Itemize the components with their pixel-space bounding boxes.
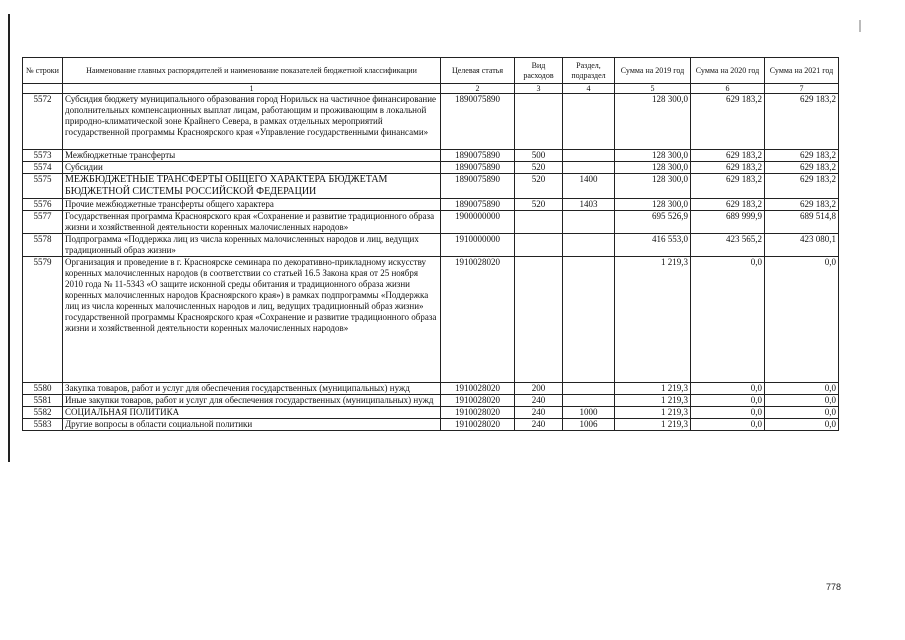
row-sum-2020: 629 183,2 — [691, 94, 765, 150]
header-expense-type: Вид расходов — [515, 58, 563, 84]
row-sum-2019: 128 300,0 — [615, 94, 691, 150]
budget-table — [22, 57, 839, 431]
row-sum-2021: 629 183,2 — [765, 199, 839, 211]
table-row — [23, 162, 839, 174]
row-name: Закупка товаров, работ и услуг для обеспечения государственных (муниципальных) нужд — [63, 383, 441, 395]
row-expense-type: 520 — [515, 174, 563, 199]
row-sum-2020: 0,0 — [691, 395, 765, 407]
row-target-article: 1890075890 — [441, 162, 515, 174]
header-section: Раздел, подраздел — [563, 58, 615, 84]
column-number-row — [23, 84, 839, 94]
page-number: 778 — [826, 582, 842, 592]
table-row — [23, 395, 839, 407]
header-sum-2021: Сумма на 2021 год — [765, 58, 839, 84]
row-number: 5583 — [23, 419, 63, 431]
row-name: Иные закупки товаров, работ и услуг для обеспечения государственных (муниципальных) нужд — [63, 395, 441, 407]
row-sum-2019: 128 300,0 — [615, 162, 691, 174]
row-name: Государственная программа Красноярского края «Сохранение и развитие традиционного образа жизни и хозяйственной деятельности коренных малочисленных народов» — [63, 211, 441, 234]
row-sum-2021: 689 514,8 — [765, 211, 839, 234]
row-target-article: 1910028020 — [441, 407, 515, 419]
row-target-article: 1910028020 — [441, 419, 515, 431]
row-sum-2021: 0,0 — [765, 395, 839, 407]
row-expense-type: 240 — [515, 419, 563, 431]
row-target-article: 1890075890 — [441, 150, 515, 162]
row-target-article: 1910028020 — [441, 257, 515, 383]
column-number: 5 — [615, 84, 691, 94]
table-row — [23, 199, 839, 211]
row-sum-2019: 1 219,3 — [615, 395, 691, 407]
row-expense-type: 240 — [515, 395, 563, 407]
table-row — [23, 174, 839, 199]
row-sum-2020: 0,0 — [691, 257, 765, 383]
header-sum-2019: Сумма на 2019 год — [615, 58, 691, 84]
row-name: Другие вопросы в области социальной политики — [63, 419, 441, 431]
column-number — [23, 84, 63, 94]
row-section: 1403 — [563, 199, 615, 211]
column-number: 7 — [765, 84, 839, 94]
table-row — [23, 150, 839, 162]
row-name: Организация и проведение в г. Красноярске семинара по декоративно-прикладному искусству коренных малочисленных народов (в соответствии со статьей 16.5 Закона края от 25 ноября 2010 года № 11-5343 «О защите исконной среды обитания и традиционного образа жизни коренных малочисленных народов Красноярского края») в рамках подпрограммы «Поддержка лиц из числа коренных малочисленных народов и лиц, ведущих традиционный образ жизни» государственной программы Красноярского края «Сохранение и развитие традиционного образа жизни и хозяйственной деятельности коренных малочисленных народов» — [63, 257, 441, 383]
row-sum-2021: 0,0 — [765, 407, 839, 419]
row-sum-2020: 423 565,2 — [691, 234, 765, 257]
table-row — [23, 234, 839, 257]
row-sum-2020: 629 183,2 — [691, 162, 765, 174]
row-target-article: 1910028020 — [441, 383, 515, 395]
row-section: 1000 — [563, 407, 615, 419]
row-name: МЕЖБЮДЖЕТНЫЕ ТРАНСФЕРТЫ ОБЩЕГО ХАРАКТЕРА БЮДЖЕТАМ БЮДЖЕТНОЙ СИСТЕМЫ РОССИЙСКОЙ ФЕДЕРАЦИИ — [63, 174, 441, 199]
row-expense-type: 500 — [515, 150, 563, 162]
column-number: 1 — [63, 84, 441, 94]
row-sum-2020: 689 999,9 — [691, 211, 765, 234]
row-target-article: 1890075890 — [441, 199, 515, 211]
row-sum-2019: 695 526,9 — [615, 211, 691, 234]
row-number: 5578 — [23, 234, 63, 257]
header-name: Наименование главных распорядителей и наименование показателей бюджетной классификации — [63, 58, 441, 84]
table-header-row — [23, 58, 839, 84]
row-section — [563, 395, 615, 407]
table-row — [23, 407, 839, 419]
row-number: 5581 — [23, 395, 63, 407]
row-sum-2019: 1 219,3 — [615, 407, 691, 419]
row-section — [563, 162, 615, 174]
row-sum-2020: 629 183,2 — [691, 150, 765, 162]
row-number: 5575 — [23, 174, 63, 199]
row-sum-2020: 629 183,2 — [691, 174, 765, 199]
row-sum-2021: 0,0 — [765, 419, 839, 431]
row-name: Субсидия бюджету муниципального образования город Норильск на частичное финансирование дополнительных компенсационных выплат лицам, работающим и проживающим в локальной природно-климатической зоне Крайнего Севера, в рамках отдельных мероприятий государственной программы Красноярского края «Управление государственными финансами» — [63, 94, 441, 150]
row-expense-type — [515, 257, 563, 383]
row-section — [563, 383, 615, 395]
row-section: 1400 — [563, 174, 615, 199]
header-sum-2020: Сумма на 2020 год — [691, 58, 765, 84]
row-target-article: 1890075890 — [441, 174, 515, 199]
table-row — [23, 419, 839, 431]
row-sum-2021: 423 080,1 — [765, 234, 839, 257]
row-sum-2021: 629 183,2 — [765, 94, 839, 150]
header-target-article: Целевая статья — [441, 58, 515, 84]
row-name: Подпрограмма «Поддержка лиц из числа коренных малочисленных народов и лиц, ведущих традиционный образ жизни» — [63, 234, 441, 257]
table-row — [23, 94, 839, 150]
row-expense-type — [515, 234, 563, 257]
row-target-article: 1910028020 — [441, 395, 515, 407]
row-section — [563, 234, 615, 257]
table-row — [23, 383, 839, 395]
row-number: 5573 — [23, 150, 63, 162]
row-sum-2021: 629 183,2 — [765, 150, 839, 162]
row-sum-2020: 0,0 — [691, 383, 765, 395]
row-section — [563, 211, 615, 234]
row-expense-type: 240 — [515, 407, 563, 419]
row-sum-2020: 629 183,2 — [691, 199, 765, 211]
row-number: 5577 — [23, 211, 63, 234]
row-section — [563, 257, 615, 383]
row-number: 5580 — [23, 383, 63, 395]
row-section — [563, 94, 615, 150]
row-name: СОЦИАЛЬНАЯ ПОЛИТИКА — [63, 407, 441, 419]
row-target-article: 1910000000 — [441, 234, 515, 257]
row-expense-type: 520 — [515, 162, 563, 174]
row-section: 1006 — [563, 419, 615, 431]
row-sum-2021: 0,0 — [765, 257, 839, 383]
row-expense-type — [515, 94, 563, 150]
row-number: 5576 — [23, 199, 63, 211]
row-target-article: 1890075890 — [441, 94, 515, 150]
row-number: 5572 — [23, 94, 63, 150]
scan-mark — [859, 20, 861, 32]
binding-line — [8, 14, 10, 462]
row-sum-2019: 1 219,3 — [615, 383, 691, 395]
row-sum-2020: 0,0 — [691, 407, 765, 419]
row-number: 5579 — [23, 257, 63, 383]
row-sum-2021: 629 183,2 — [765, 174, 839, 199]
row-sum-2021: 0,0 — [765, 383, 839, 395]
row-expense-type: 200 — [515, 383, 563, 395]
row-sum-2021: 629 183,2 — [765, 162, 839, 174]
row-number: 5574 — [23, 162, 63, 174]
row-name: Прочие межбюджетные трансферты общего характера — [63, 199, 441, 211]
row-number: 5582 — [23, 407, 63, 419]
row-name: Субсидии — [63, 162, 441, 174]
row-expense-type: 520 — [515, 199, 563, 211]
row-sum-2019: 128 300,0 — [615, 174, 691, 199]
row-sum-2019: 128 300,0 — [615, 199, 691, 211]
table-row — [23, 211, 839, 234]
column-number: 4 — [563, 84, 615, 94]
row-sum-2019: 1 219,3 — [615, 257, 691, 383]
row-section — [563, 150, 615, 162]
table-row — [23, 257, 839, 383]
column-number: 6 — [691, 84, 765, 94]
row-sum-2020: 0,0 — [691, 419, 765, 431]
row-sum-2019: 1 219,3 — [615, 419, 691, 431]
row-name: Межбюджетные трансферты — [63, 150, 441, 162]
header-row-number: № строки — [23, 58, 63, 84]
row-sum-2019: 416 553,0 — [615, 234, 691, 257]
row-expense-type — [515, 211, 563, 234]
row-sum-2019: 128 300,0 — [615, 150, 691, 162]
column-number: 2 — [441, 84, 515, 94]
row-target-article: 1900000000 — [441, 211, 515, 234]
column-number: 3 — [515, 84, 563, 94]
